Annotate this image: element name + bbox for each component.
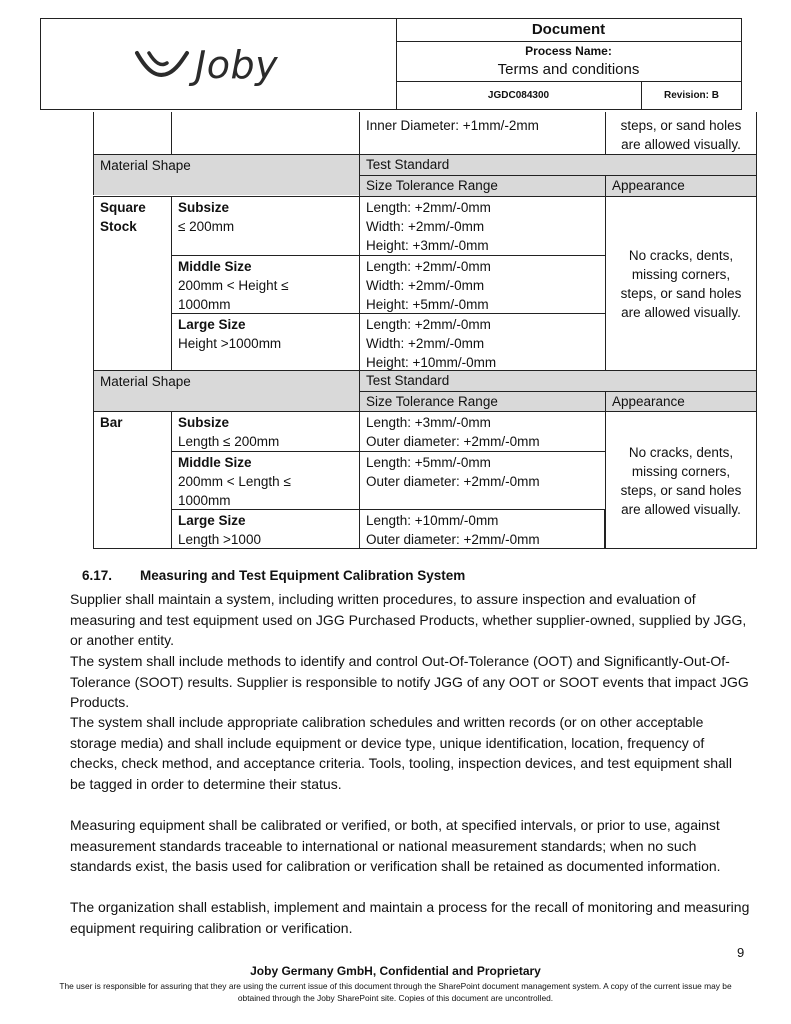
appearance-line: are allowed visually. (621, 305, 741, 320)
size-name: Middle Size (178, 259, 252, 274)
material-shape-header: Material Shape (93, 154, 359, 195)
tolerance-line: Height: +5mm/-0mm (366, 297, 489, 312)
size-name: Subsize (178, 200, 230, 215)
tolerance-cell (359, 411, 605, 451)
appearance-cell (605, 411, 757, 549)
tolerance-line: Width: +2mm/-0mm (366, 219, 485, 234)
tolerance-line: Outer diameter: +2mm/-0mm (366, 532, 540, 547)
appearance-line: steps, or sand holes (620, 118, 742, 133)
section-heading (82, 568, 465, 583)
size-cell (171, 451, 359, 509)
size-cell (171, 196, 359, 255)
joby-logo (133, 43, 278, 87)
tolerance-line: Outer diameter: +2mm/-0mm (366, 474, 540, 489)
size-desc: 1000mm (178, 297, 231, 312)
section-number: 6.17. (82, 568, 113, 583)
size-tolerance-header: Size Tolerance Range (359, 391, 605, 411)
appearance-line: steps, or sand holes (620, 286, 742, 301)
size-desc: 200mm < Length ≤ (178, 474, 291, 489)
appearance-header: Appearance (605, 391, 757, 411)
tolerance-cell (359, 313, 605, 370)
logo-wordmark: Joby (195, 43, 279, 87)
process-name-label: Process Name: (525, 44, 612, 58)
appearance-line: missing corners, (631, 464, 731, 479)
tolerance-cell: Inner Diameter: +1mm/-2mm (359, 112, 605, 157)
tolerance-line: Length: +2mm/-0mm (366, 317, 491, 332)
shape-line: Square (100, 200, 146, 215)
process-name: Terms and conditions (497, 61, 640, 78)
tolerance-cell (359, 451, 605, 509)
tolerance-line: Outer diameter: +2mm/-0mm (366, 434, 540, 449)
tolerance-line: Length: +3mm/-0mm (366, 415, 491, 430)
size-name: Middle Size (178, 455, 252, 470)
tolerance-cell (359, 196, 605, 255)
size-desc: Height >1000mm (178, 336, 282, 351)
tolerance-line: Height: +3mm/-0mm (366, 238, 489, 253)
test-standard-header: Test Standard (359, 370, 757, 391)
size-cell (171, 255, 359, 313)
size-desc: ≤ 200mm (178, 219, 235, 234)
footer-disclaimer: The user is responsible for assuring that they are using the current issue of this document through the SharePoint document management system. A copy of the current issue may be obtained through the Joby SharePoint site. Copies of this document are uncontrolled. (59, 981, 732, 1003)
size-name: Large Size (178, 513, 246, 528)
section-title: Measuring and Test Equipment Calibration System (140, 568, 466, 583)
page-number: 9 (737, 945, 745, 960)
size-desc: Length >1000 (178, 532, 261, 547)
paragraph: The system shall include appropriate calibration schedules and written records (or on other acceptable storage media) and shall include equipment or device type, unique identification, location, frequency of checks, check method, and acceptance criteria. Tools, tooling, inspection devices, and test equipment shall be tagged in order to determine their status. (70, 714, 733, 792)
size-cell (171, 411, 359, 451)
tolerance-line: Width: +2mm/-0mm (366, 336, 485, 351)
table-cell (171, 112, 359, 157)
appearance-line: missing corners, (631, 267, 731, 282)
footer-company: Joby Germany GmbH, Confidential and Proprietary (250, 964, 541, 978)
size-cell (171, 313, 359, 370)
tolerance-cell (359, 509, 605, 549)
tolerance-cell (359, 255, 605, 313)
appearance-cell (605, 196, 757, 370)
shape-line: Stock (100, 219, 137, 234)
document-header (40, 18, 742, 110)
size-cell (171, 509, 359, 549)
document-number: JGDC084300 (396, 82, 642, 109)
size-desc: 200mm < Height ≤ (178, 278, 289, 293)
tolerance-line: Height: +10mm/-0mm (366, 355, 497, 370)
size-name: Subsize (178, 415, 230, 430)
size-desc: 1000mm (178, 493, 231, 508)
shape-cell (93, 196, 171, 370)
appearance-line: are allowed visually. (621, 502, 741, 517)
tolerance-line: Length: +2mm/-0mm (366, 200, 491, 215)
paragraph: The system shall include methods to identify and control Out-Of-Tolerance (OOT) and Significantly-Out-Of-Tolerance (SOOT) results. Supplier is responsible to notify JGG of any OOT or SOOT events that impact JGG Products. (70, 653, 749, 710)
tolerance-line: Length: +2mm/-0mm (366, 259, 491, 274)
table-cell (93, 112, 171, 157)
appearance-line: steps, or sand holes (620, 483, 742, 498)
size-tolerance-header: Size Tolerance Range (359, 175, 605, 196)
process-name-block (396, 42, 741, 82)
size-desc: Length ≤ 200mm (178, 434, 280, 449)
tolerance-line: Length: +10mm/-0mm (366, 513, 499, 528)
tolerance-line: Length: +5mm/-0mm (366, 455, 491, 470)
tolerance-line: Width: +2mm/-0mm (366, 278, 485, 293)
material-shape-header: Material Shape (93, 370, 359, 411)
shape-cell: Bar (93, 411, 171, 549)
appearance-line: are allowed visually. (621, 137, 741, 152)
appearance-header: Appearance (605, 175, 757, 196)
test-standard-header: Test Standard (359, 154, 757, 175)
paragraph: Measuring equipment shall be calibrated or verified, or both, at specified intervals, or prior to use, against measurement standards traceable to international or national measurement standards; when no such standards exist, the basis used for calibration or verification shall be retained as documented information. (70, 817, 721, 874)
appearance-line: No cracks, dents, (628, 248, 734, 263)
joby-mark-icon (133, 45, 191, 85)
appearance-line: No cracks, dents, (628, 445, 734, 460)
paragraph: Supplier shall maintain a system, including written procedures, to assure inspection and evaluation of measuring and test equipment used on JGG Purchased Products, whether supplier-owned, supplied by JGG, or another entity. (70, 591, 747, 648)
size-name: Large Size (178, 317, 246, 332)
logo-cell (41, 19, 397, 109)
appearance-cell (605, 112, 757, 157)
paragraph: The organization shall establish, implement and maintain a process for the recall of monitoring and measuring equipment requiring calibration or verification. (70, 899, 750, 936)
tolerance-table (93, 112, 757, 550)
revision: Revision: B (663, 90, 719, 101)
document-label: Document (396, 19, 741, 42)
